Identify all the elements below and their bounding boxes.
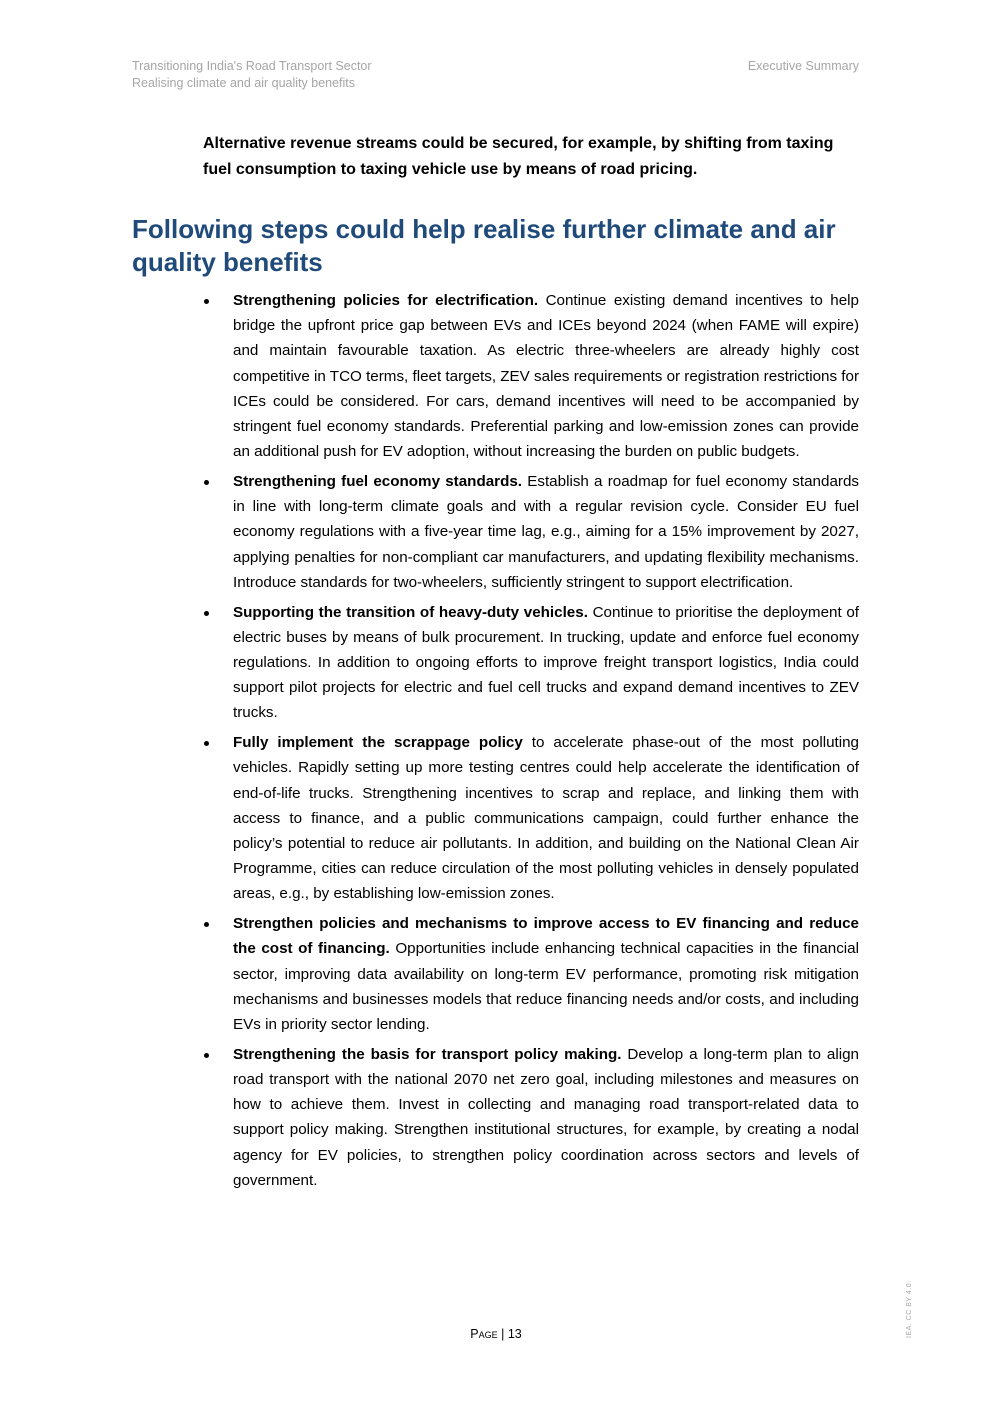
list-item-lead: Strengthening fuel economy standards. — [233, 473, 523, 491]
report-title: Transitioning India's Road Transport Sector — [132, 59, 372, 73]
running-header-left — [132, 58, 372, 92]
list-item — [203, 730, 859, 906]
list-item-body: to accelerate phase-out of the most polluting vehicles. Rapidly setting up more testing centres could help accelerate the identification of end-of-life trucks. Strengthening incentives to scrap and replace, and linking them with access to finance, and a public communications campaign, could further enhance the policy’s potential to reduce air pollutants. In addition, and building on the National Clean Air Programme, cities can reduce circulation of the most polluting vehicles in densely populated areas, e.g., by establishing low-emission zones. — [233, 734, 859, 903]
page-separator: | — [497, 1327, 508, 1341]
license-credit: IEA. CC BY 4.0. — [906, 1280, 913, 1338]
list-item — [203, 1042, 859, 1193]
bullet-icon — [204, 922, 209, 927]
bullet-icon — [204, 1053, 209, 1058]
bullet-icon — [204, 299, 209, 304]
list-item-body: Continue existing demand incentives to help bridge the upfront price gap between EVs and ICEs beyond 2024 (when FAME will expire) and maintain favourable taxation. As electric three-wheelers are already highly cost competitive in TCO terms, fleet targets, ZEV sales requirements or registration restrictions for ICEs could be considered. For cars, demand incentives will need to be accompanied by stringent fuel economy standards. Preferential parking and low-emission zones can provide an additional push for EV adoption, without increasing the burden on public budgets. — [233, 292, 860, 461]
list-item — [203, 911, 859, 1037]
list-item — [203, 288, 859, 464]
intro-paragraph: Alternative revenue streams could be secured, for example, by shifting from taxing fuel consumption to taxing vehicle use by means of road pricing. — [203, 135, 834, 178]
page-footer — [0, 1326, 992, 1342]
list-item-lead: Strengthening the basis for transport policy making. — [233, 1045, 622, 1063]
bullet-icon — [204, 480, 209, 485]
report-subtitle: Realising climate and air quality benefits — [132, 76, 356, 90]
list-item — [203, 469, 859, 595]
list-item-body: Develop a long-term plan to align road transport with the national 2070 net zero goal, including milestones and measures on how to achieve them. Invest in collecting and managing road transport-related data to support policy making. Strengthen institutional structures, for example, by creating a nodal agency for EV policies, to strengthen policy coordination across sectors and levels of government. — [233, 1045, 859, 1189]
list-item-lead: Strengthening policies for electrification. — [233, 292, 539, 309]
list-item-body: Opportunities include enhancing technical capacities in the financial sector, improving data availability on long-term EV performance, promoting risk mitigation mechanisms and businesses models that reduce financing needs and/or costs, and including EVs in priority sector lending. — [233, 940, 859, 1034]
list-item-lead: Fully implement the scrappage policy — [233, 734, 523, 752]
list-item-body: Establish a roadmap for fuel economy standards in line with long-term climate goals and with a regular revision cycle. Consider EU fuel economy regulations with a five-year time lag, e.g., aiming for a 15% improvement by 2027, applying penalties for non-compliant car manufacturers, and updating flexibility mechanisms. Introduce standards for two-wheelers, sufficiently stringent to support electrification. — [233, 473, 859, 591]
list-item — [203, 600, 859, 726]
page-label: Page — [470, 1327, 498, 1341]
section-heading: Following steps could help realise further climate and air quality benefits — [132, 214, 836, 277]
page-number: 13 — [507, 1327, 522, 1341]
bullet-icon — [204, 611, 209, 616]
recommendations-list — [203, 288, 859, 1198]
bullet-icon — [204, 741, 209, 746]
running-header-section: Executive Summary — [747, 59, 859, 73]
list-item-lead: Strengthen policies and mechanisms to improve access to EV financing and reduce the cost of financing. — [233, 915, 859, 958]
list-item-lead: Supporting the transition of heavy-duty vehicles. — [233, 603, 588, 621]
list-item-body: Continue to prioritise the deployment of electric buses by means of bulk procurement. In trucking, update and enforce fuel economy regulations. In addition to ongoing efforts to improve freight transport logistics, India could support pilot projects for electric and fuel cell trucks and expand demand incentives to ZEV trucks. — [233, 603, 860, 722]
